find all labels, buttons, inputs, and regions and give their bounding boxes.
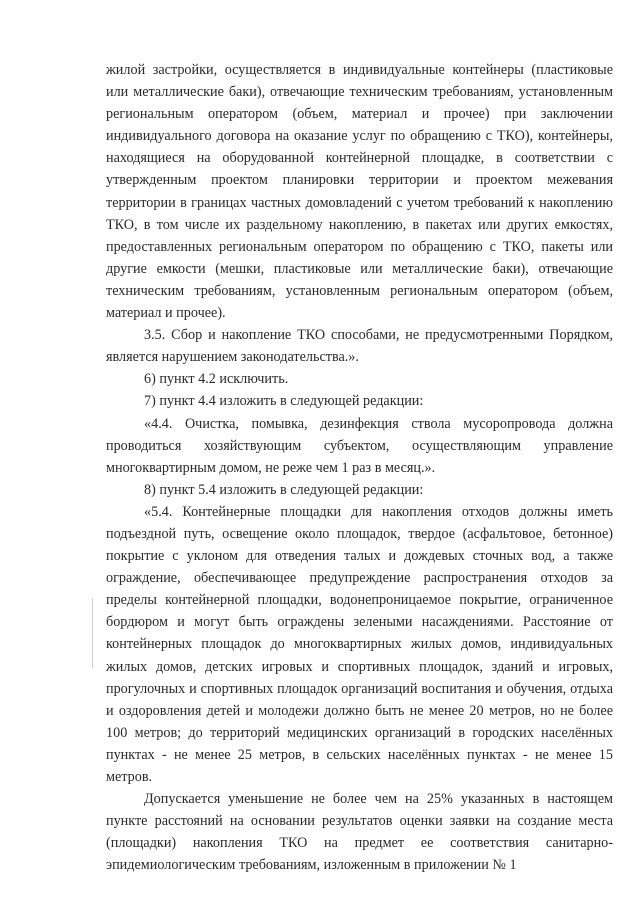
paragraph-item-6: 6) пункт 4.2 исключить. [144, 371, 289, 388]
paragraph-item-7: 7) пункт 4.4 изложить в следующей редакции: [144, 393, 424, 410]
paragraph-3-5: 3.5. Сбор и накопление ТКО способами, не предусмотренными Порядком, является нарушением законодательства.». [106, 327, 613, 366]
paragraph-5-4: «5.4. Контейнерные площадки для накопления отходов должны иметь подъездной путь, освещение около площадок, твердое (асфальтовое, бетонное) покрытие с уклоном для отведения талых и дождевых сточных вод, а также ограждение, обеспечивающее предупреждение распространения отходов за пределы контейнерной площадки, водонепроницаемое покрытие, ограниченное бордюром и могут быть ограждены зелеными насаждениями. Расстояние от контейнерных площадок до многоквартирных жилых домов, индивидуальных жилых домов, детских игровых и спортивных площадок, зданий и игровых, прогулочных и спортивных площадок организаций воспитания и обучения, отдыха и оздоровления детей и молодежи должно быть не менее 20 метров, но не более 100 метров; до территорий медицинских организаций в городских населённых пунктах - не менее 25 метров, в сельских населённых пунктах - не менее 15 метров. [106, 503, 613, 785]
paragraph-4-4: «4.4. Очистка, помывка, дезинфекция ствола мусоропровода должна проводиться хозяйствующим субъектом, осуществляющим управление многоквартирным домом, не реже чем 1 раз в месяц.». [106, 415, 613, 476]
paragraph-continuation: жилой застройки, осуществляется в индивидуальные контейнеры (пластиковые или металлические баки), отвечающие техническим требованиям, установленным региональным оператором (объем, материал и прочее) при заключении индивидуального договора на оказание услуг по обращению с ТКО), контейнеры, находящиеся на оборудованной контейнерной площадке, в соответствии с утвержденным проектом планировки территории и проектом межевания территории в границах частных домовладений с учетом требований к накоплению ТКО, в том числе их раздельному накоплению, в пакетах или других емкостях, предоставленных региональным оператором по обращению с ТКО, пакеты или другие емкости (мешки, пластиковые или металлические баки), отвечающие техническим требованиям, установленным региональным оператором (объем, материал и прочее). [106, 62, 613, 322]
paragraph-item-8: 8) пункт 5.4 изложить в следующей редакции: [144, 481, 424, 498]
document-body [106, 59, 613, 876]
paragraph-reduction: Допускается уменьшение не более чем на 25% указанных в настоящем пункте расстояний на основании результатов оценки заявки на создание места (площадки) накопления ТКО на предмет ее соответствия санитарно-эпидемиологическим требованиям, изложенным в приложении № 1 [106, 791, 613, 874]
margin-scan-mark [92, 598, 93, 668]
